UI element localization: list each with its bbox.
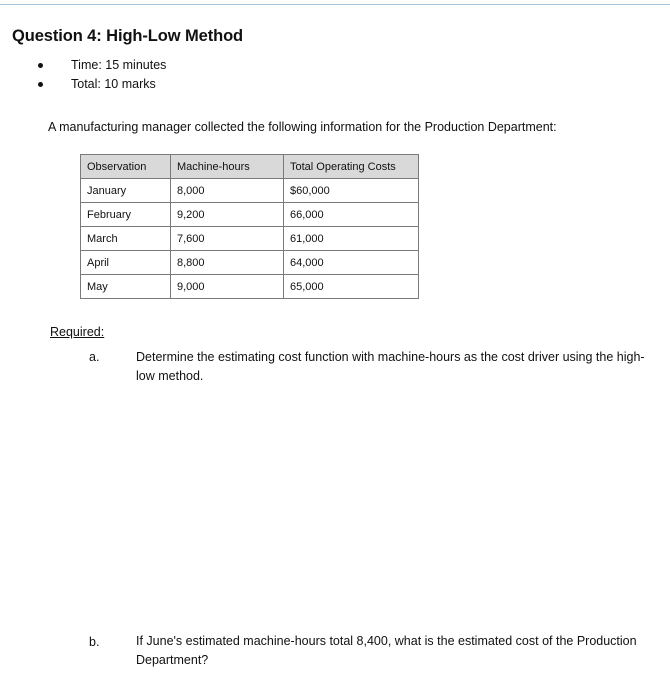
question-title: Question 4: High-Low Method bbox=[12, 27, 244, 45]
cell-total-cost: $60,000 bbox=[284, 179, 419, 203]
bullet-dot-icon bbox=[38, 63, 43, 68]
cell-machine-hours: 8,000 bbox=[171, 179, 284, 203]
table-row bbox=[81, 179, 419, 203]
table-row bbox=[81, 275, 419, 299]
question-b-text: If June's estimated machine-hours total 8,400, what is the estimated cost of the Production Department? bbox=[136, 634, 637, 667]
top-divider bbox=[0, 4, 670, 5]
bullet-total-text: Total: 10 marks bbox=[71, 77, 156, 91]
cell-machine-hours: 8,800 bbox=[171, 251, 284, 275]
cell-machine-hours: 9,000 bbox=[171, 275, 284, 299]
cell-observation: May bbox=[81, 275, 171, 299]
question-b-letter: b. bbox=[89, 635, 100, 649]
question-a-letter: a. bbox=[89, 350, 100, 364]
cell-observation: January bbox=[81, 179, 171, 203]
bullet-dot-icon bbox=[38, 82, 43, 87]
header-total-operating-costs: Total Operating Costs bbox=[284, 155, 419, 179]
table-row bbox=[81, 251, 419, 275]
intro-paragraph: A manufacturing manager collected the following information for the Production Department: bbox=[48, 120, 557, 134]
cell-observation: April bbox=[81, 251, 171, 275]
table-row bbox=[81, 227, 419, 251]
cell-total-cost: 66,000 bbox=[284, 203, 419, 227]
cell-machine-hours: 7,600 bbox=[171, 227, 284, 251]
table-header-row bbox=[81, 155, 419, 179]
cell-total-cost: 65,000 bbox=[284, 275, 419, 299]
bullet-time-text: Time: 15 minutes bbox=[71, 58, 167, 72]
cell-observation: February bbox=[81, 203, 171, 227]
header-machine-hours: Machine-hours bbox=[171, 155, 284, 179]
cell-machine-hours: 9,200 bbox=[171, 203, 284, 227]
cell-observation: March bbox=[81, 227, 171, 251]
required-heading: Required: bbox=[50, 325, 105, 339]
question-a-text: Determine the estimating cost function with machine-hours as the cost driver using the high-low method. bbox=[136, 350, 645, 383]
cell-total-cost: 64,000 bbox=[284, 251, 419, 275]
cost-data-table bbox=[80, 154, 419, 299]
header-observation: Observation bbox=[81, 155, 171, 179]
table-row bbox=[81, 203, 419, 227]
cell-total-cost: 61,000 bbox=[284, 227, 419, 251]
